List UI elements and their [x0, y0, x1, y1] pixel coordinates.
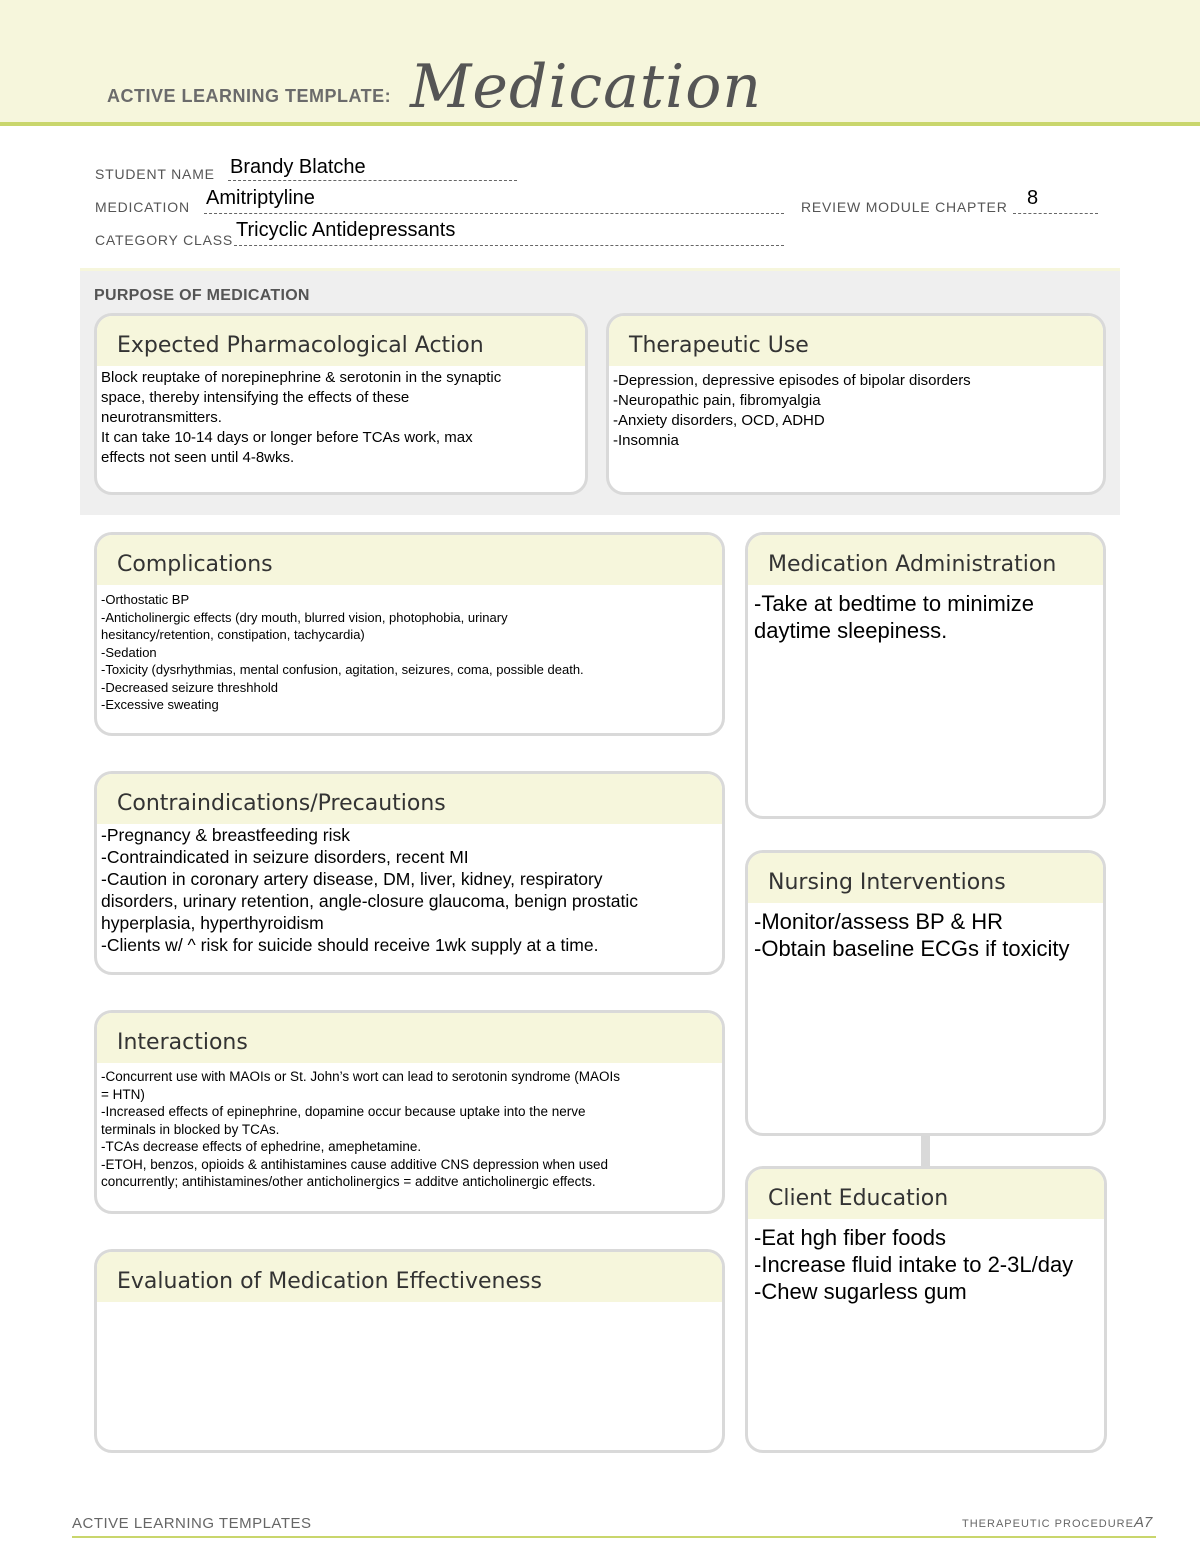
medication-label: MEDICATION — [95, 199, 190, 215]
footer-divider — [72, 1536, 1156, 1538]
therapeutic-use-box — [606, 313, 1106, 495]
interactions-title: Interactions — [97, 1013, 722, 1063]
category-class-field[interactable]: Tricyclic Antidepressants — [236, 219, 456, 241]
review-module-label: REVIEW MODULE CHAPTER — [801, 199, 1008, 215]
expected-action-text[interactable]: Block reuptake of norepinephrine & serotonin in the synaptic space, thereby intensifying the effects of these neurotransmitters. It can take 10-14 days or longer before TCAs work, max effects not seen until 4-8wks. — [101, 369, 502, 466]
interactions-box — [94, 1010, 725, 1214]
nursing-interventions-text[interactable]: -Monitor/assess BP & HR -Obtain baseline ECGs if toxicity — [754, 909, 1070, 961]
footer-right: THERAPEUTIC PROCEDURE — [962, 1518, 1134, 1530]
contraindications-text[interactable]: -Pregnancy & breastfeeding risk -Contraindicated in seizure disorders, recent MI -Caution in coronary artery disease, DM, liver, kidney, respiratory disorders, urinary retention, angle-closure glaucoma, benign prostatic hyperplasia, hyperthyroidism -Clients w/ ^ risk for suicide should receive 1wk supply at a time. — [101, 825, 638, 955]
therapeutic-use-title: Therapeutic Use — [609, 316, 1103, 366]
student-name-line — [228, 180, 517, 181]
contraindications-box — [94, 771, 725, 975]
expected-action-title: Expected Pharmacological Action — [97, 316, 585, 366]
complications-title: Complications — [97, 535, 722, 585]
student-name-label: STUDENT NAME — [95, 166, 215, 182]
contraindications-title: Contraindications/Precautions — [97, 774, 722, 824]
evaluation-text[interactable] — [97, 1302, 722, 1304]
review-module-line — [1013, 213, 1098, 214]
therapeutic-use-text[interactable]: -Depression, depressive episodes of bipolar disorders -Neuropathic pain, fibromyalgia -Anxiety disorders, OCD, ADHD -Insomnia — [613, 372, 971, 449]
box-connector — [921, 1133, 930, 1167]
nursing-interventions-title: Nursing Interventions — [748, 853, 1103, 903]
template-title: Medication — [410, 52, 762, 122]
template-label: ACTIVE LEARNING TEMPLATE: — [107, 86, 392, 106]
expected-action-box — [94, 313, 588, 495]
footer-left: ACTIVE LEARNING TEMPLATES — [72, 1515, 312, 1532]
medication-administration-text[interactable]: -Take at bedtime to minimize daytime sleepiness. — [754, 591, 1034, 643]
medication-line — [204, 213, 784, 214]
medication-administration-box — [745, 532, 1106, 819]
evaluation-box — [94, 1249, 725, 1453]
purpose-title: PURPOSE OF MEDICATION — [94, 287, 310, 304]
client-education-box — [745, 1166, 1107, 1453]
medication-field[interactable]: Amitriptyline — [206, 187, 315, 209]
nursing-interventions-box — [745, 850, 1106, 1136]
client-education-title: Client Education — [748, 1169, 1104, 1219]
category-class-label: CATEGORY CLASS — [95, 232, 234, 248]
medication-administration-title: Medication Administration — [748, 535, 1103, 585]
interactions-text[interactable]: -Concurrent use with MAOIs or St. John’s wort can lead to serotonin syndrome (MAOIs = HTN) -Increased effects of epinephrine, dopamine occur because uptake into the nerve terminals in blocked by TCAs. -TCAs decrease effects of ephedrine, amephetamine. -ETOH, benzos, opioids & antihistamines cause additive CNS depression when used concurrently; antihistamines/other anticholinergics = additve anticholinergic effects. — [101, 1069, 620, 1189]
evaluation-title: Evaluation of Medication Effectiveness — [97, 1252, 722, 1302]
complications-box — [94, 532, 725, 736]
category-class-line — [234, 245, 784, 246]
student-name-field[interactable]: Brandy Blatche — [230, 156, 366, 178]
client-education-text[interactable]: -Eat hgh fiber foods -Increase fluid intake to 2-3L/day -Chew sugarless gum — [754, 1225, 1074, 1304]
complications-text[interactable]: -Orthostatic BP -Anticholinergic effects (dry mouth, blurred vision, photophobia, urinary hesitancy/retention, constipation, tachycardia) -Sedation -Toxicity (dysrhythmias, mental confusion, agitation, seizures, coma, possible death. -Decreased seizure threshhold -Excessive sweating — [101, 592, 584, 712]
footer-page-number: A7 — [1134, 1514, 1153, 1531]
review-module-field[interactable]: 8 — [1027, 187, 1039, 209]
